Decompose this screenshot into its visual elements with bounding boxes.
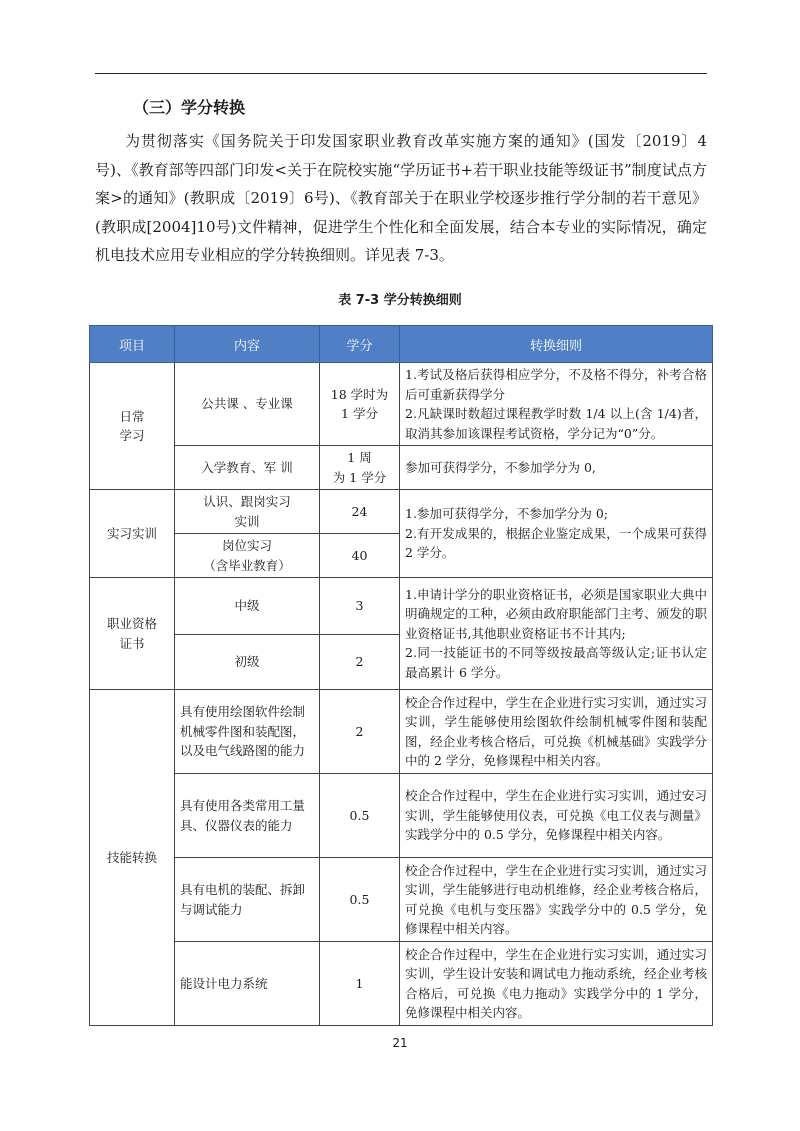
table-caption: 表 7-3 学分转换细则 xyxy=(338,293,462,308)
credit-cell: 2 xyxy=(320,690,400,774)
content-cell: 具有使用绘图软件绘制机械零件图和装配图，以及电气线路图的能力 xyxy=(175,690,320,774)
header-content: 内容 xyxy=(175,326,320,363)
credit-cell: 0.5 xyxy=(320,774,400,858)
credit-cell: 2 xyxy=(320,635,400,690)
category-cell: 职业资格 证书 xyxy=(90,578,175,690)
table-row xyxy=(90,578,713,635)
table-row xyxy=(90,490,713,534)
credit-cell: 3 xyxy=(320,578,400,635)
header-credit: 学分 xyxy=(320,326,400,363)
rule-cell: 校企合作过程中，学生在企业进行实习实训，通过安习实训，学生能够使用仪表，可兑换《电工仪表与测量》实践学分中的 0.5 学分，免修课程中相关内容。 xyxy=(400,774,713,858)
table-row xyxy=(90,690,713,774)
rule-cell: 1.申请计学分的职业资格证书，必须是国家职业大典中明确规定的工种，必须由政府职能部门主考、颁发的职业资格证书,其他职业资格证书不计其内; 2.同一技能证书的不同等级按最高等级认定;证书认定最高累计 6 学分。 xyxy=(400,578,713,690)
content-cell: 初级 xyxy=(175,635,320,690)
rule-cell: 校企合作过程中，学生在企业进行实习实训，通过实习实训，学生设计安装和调试电力拖动系统，经企业考核合格后，可兑换《电力拖动》实践学分中的 1 学分，免修课程中相关内容。 xyxy=(400,942,713,1026)
credit-cell: 40 xyxy=(320,534,400,578)
section-title: （三）学分转换 xyxy=(133,98,246,117)
table-header-row xyxy=(90,326,713,363)
credit-cell: 18 学时为 1 学分 xyxy=(320,363,400,446)
content-cell: 岗位实习 （含毕业教育） xyxy=(175,534,320,578)
credit-cell: 24 xyxy=(320,490,400,534)
rule-cell: 校企合作过程中，学生在企业进行实习实训，通过实习实训，学生能够进行电动机维修，经企业考核合格后，可兑换《电机与变压器》实践学分中的 0.5 学分，免修课程中相关内容。 xyxy=(400,858,713,942)
rule-cell: 校企合作过程中，学生在企业进行实习实训，通过实习实训，学生能够使用绘图软件绘制机械零件图和装配图，经企业考核合格后，可兑换《机械基础》实践学分中的 2 学分，免修课程中相关内容。 xyxy=(400,690,713,774)
content-cell: 入学教育、军 训 xyxy=(175,446,320,490)
table-row xyxy=(90,774,713,858)
content-cell: 能设计电力系统 xyxy=(175,942,320,1026)
body-paragraph xyxy=(95,127,707,270)
category-cell: 实习实训 xyxy=(90,490,175,578)
header-item: 项目 xyxy=(90,326,175,363)
category-cell: 日常 学习 xyxy=(90,363,175,490)
table-row xyxy=(90,446,713,490)
rule-cell: 1.参加可获得学分，不参加学分为 0; 2.有开发成果的，根据企业鉴定成果，一个成果可获得 2 学分。 xyxy=(400,490,713,578)
table-row xyxy=(90,363,713,446)
category-cell: 技能转换 xyxy=(90,690,175,1026)
credit-conversion-table xyxy=(89,325,713,1026)
credit-cell: 1 xyxy=(320,942,400,1026)
table-row xyxy=(90,942,713,1026)
credit-cell: 0.5 xyxy=(320,858,400,942)
rule-cell: 1.考试及格后获得相应学分，不及格不得分，补考合格后可重新获得学分 2.凡缺课时数超过课程教学时数 1/4 以上(含 1/4)者，取消其参加该课程考试资格，学分记为“0”分。 xyxy=(400,363,713,446)
content-cell: 具有电机的装配、拆卸与调试能力 xyxy=(175,858,320,942)
rule-cell: 参加可获得学分，不参加学分为 0, xyxy=(400,446,713,490)
header-rule: 转换细则 xyxy=(400,326,713,363)
content-cell: 具有使用各类常用工量具、仪器仪表的能力 xyxy=(175,774,320,858)
credit-cell: 1 周 为 1 学分 xyxy=(320,446,400,490)
content-cell: 中级 xyxy=(175,578,320,635)
table-row xyxy=(90,858,713,942)
content-cell: 认识、跟岗实习 实训 xyxy=(175,490,320,534)
paragraph-text: 为贯彻落实《国务院关于印发国家职业教育改革实施方案的通知》(国发〔2019〕4号)、《教育部等四部门印发<关于在院校实施“学历证书+若干职业技能等级证书”制度试点方案>的通知》(教职成〔2019〕6号)、《教育部关于在职业学校逐步推行学分制的若干意见》(教职成[2004]10号)文件精神，促进学生个性化和全面发展，结合本专业的实际情况，确定机电技术应用专业相应的学分转换细则。详见表 7-3。 xyxy=(95,132,707,264)
header-rule xyxy=(95,73,707,74)
page-number: 21 xyxy=(392,1036,408,1050)
content-cell: 公共课 、专业课 xyxy=(175,363,320,446)
